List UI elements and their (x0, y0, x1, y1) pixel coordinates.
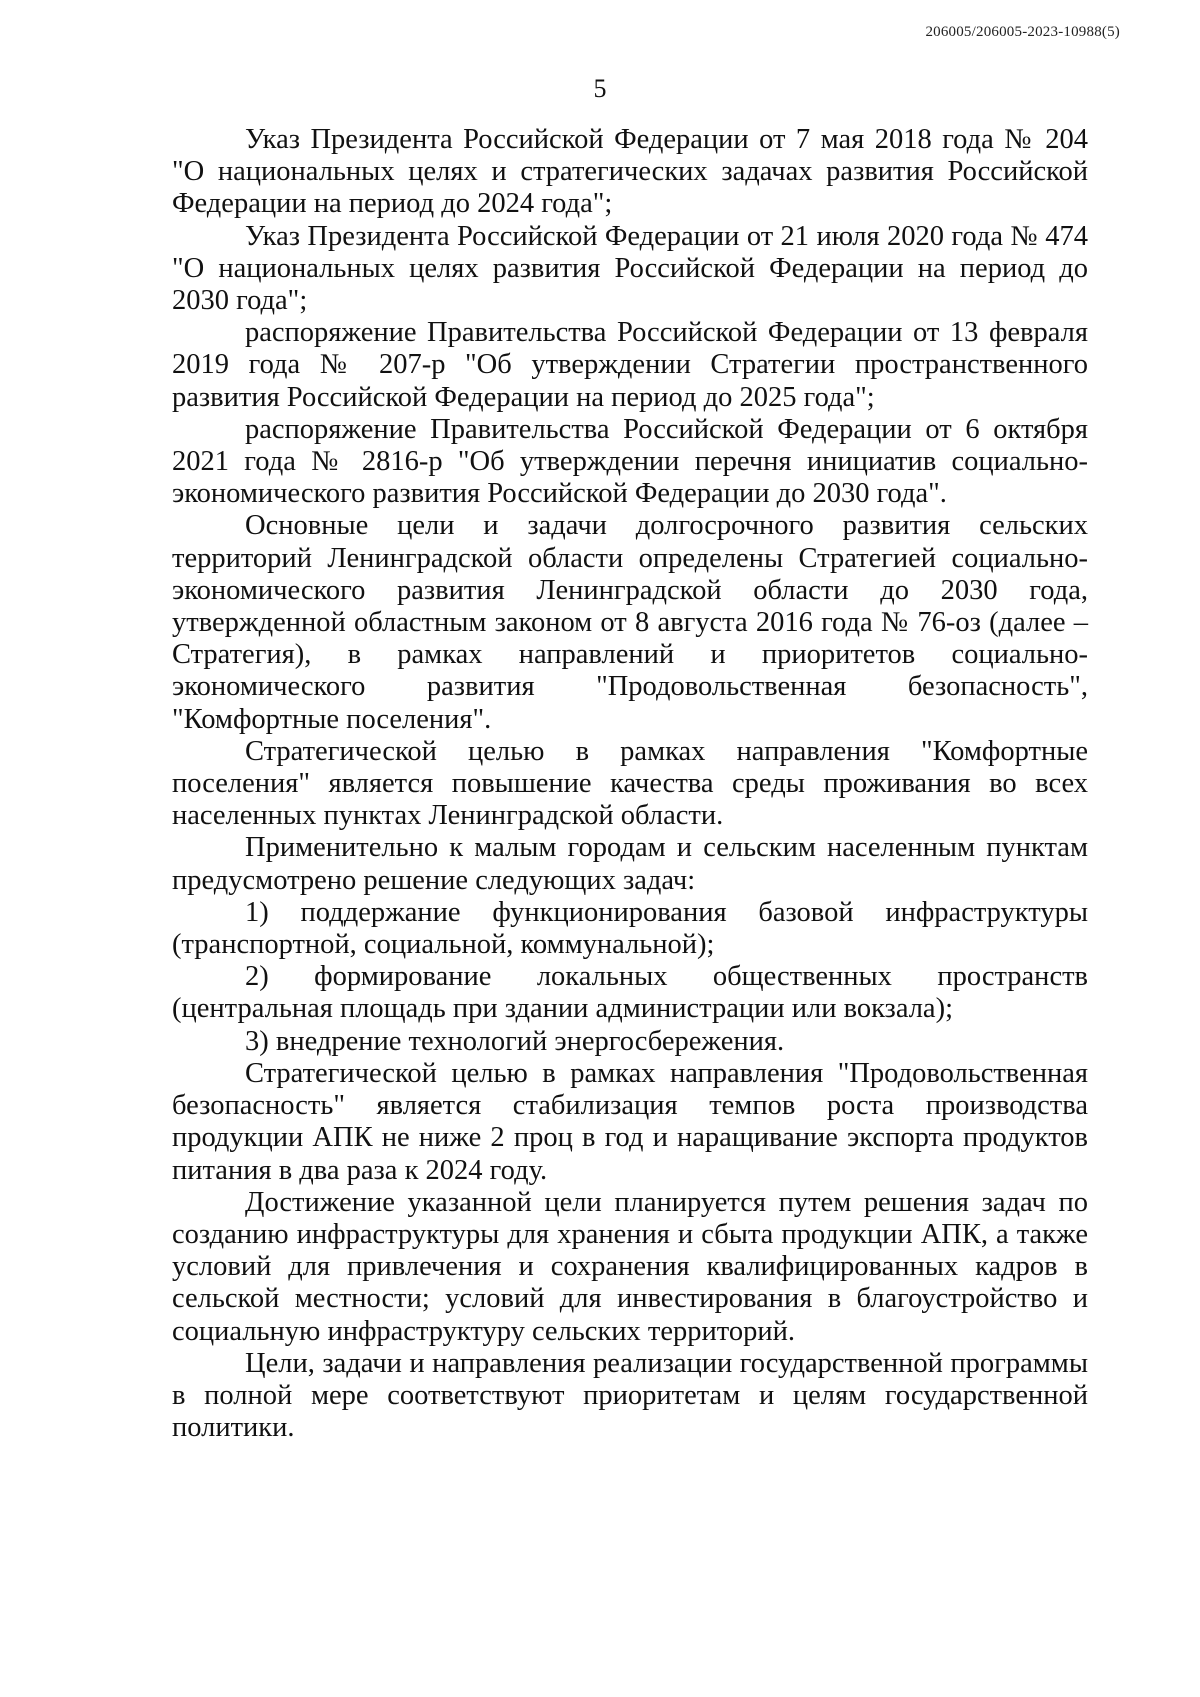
document-body (172, 124, 1088, 1444)
paragraph: Указ Президента Российской Федерации от 7 мая 2018 года № 204 "О национальных целях и стратегических задачах развития Российской Федерации на период до 2024 года"; (172, 124, 1088, 220)
paragraph: Цели, задачи и направления реализации государственной программы в полной мере соответствуют приоритетам и целям государственной политики. (172, 1347, 1088, 1444)
paragraph: распоряжение Правительства Российской Федерации от 13 февраля 2019 года № 207-р "Об утверждении Стратегии пространственного развития Российской Федерации на период до 2025 года"; (172, 317, 1088, 413)
list-item: 1) поддержание функционирования базовой инфраструктуры (транспортной, социальной, коммунальной); (172, 896, 1088, 961)
paragraph: Применительно к малым городам и сельским населенным пунктам предусмотрено решение следующих задач: (172, 832, 1088, 896)
list-item: 2) формирование локальных общественных пространств (центральная площадь при здании администрации или вокзала); (172, 961, 1088, 1025)
paragraph: распоряжение Правительства Российской Федерации от 6 октября 2021 года № 2816-р "Об утверждении перечня инициатив социально-экономического развития Российской Федерации до 2030 года". (172, 413, 1088, 510)
document-id: 206005/206005-2023-10988(5) (925, 24, 1120, 40)
paragraph: Стратегической целью в рамках направления "Комфортные поселения" является повышение качества среды проживания во всех населенных пунктах Ленинградской области. (172, 735, 1088, 832)
paragraph: Указ Президента Российской Федерации от 21 июля 2020 года № 474 "О национальных целях развития Российской Федерации на период до 2030 года"; (172, 220, 1088, 317)
paragraph: Основные цели и задачи долгосрочного развития сельских территорий Ленинградской области определены Стратегией социально-экономического развития Ленинградской области до 2030 года, утвержденной областным законом от 8 августа 2016 года № 76-оз (далее – Стратегия), в рамках направлений и приоритетов социально-экономического развития "Продовольственная безопасность", "Комфортные поселения". (172, 510, 1088, 735)
page-number: 5 (593, 74, 607, 103)
paragraph: Достижение указанной цели планируется путем решения задач по созданию инфраструктуры для хранения и сбыта продукции АПК, а также условий для привлечения и сохранения квалифицированных кадров в сельской местности; условий для инвестирования в благоустройство и социальную инфраструктуру сельских территорий. (172, 1186, 1088, 1347)
list-item: 3) внедрение технологий энергосбережения. (245, 1025, 785, 1057)
paragraph: Стратегической целью в рамках направления "Продовольственная безопасность" является стабилизация темпов роста производства продукции АПК не ниже 2 проц в год и наращивание экспорта продуктов питания в два раза к 2024 году. (172, 1057, 1088, 1186)
